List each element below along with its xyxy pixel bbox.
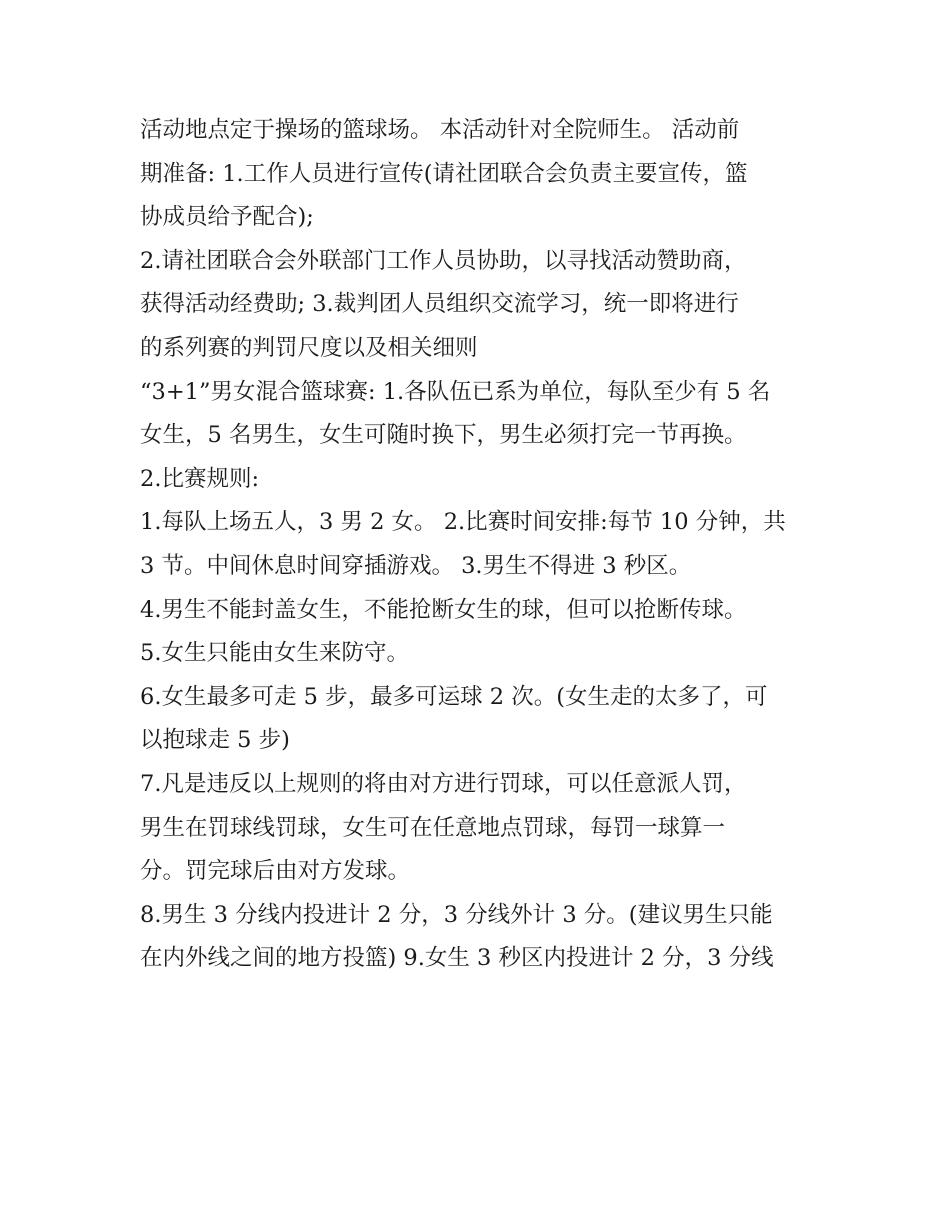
text-line: 获得活动经费助; 3.裁判团人员组织交流学习，统一即将进行 [140, 291, 739, 318]
text-line: 4.男生不能封盖女生，不能抢断女生的球，但可以抢断传球。 [140, 596, 747, 623]
text-line: 5.女生只能由女生来防守。 [140, 640, 409, 667]
text-line: 以抱球走 5 步) [140, 727, 290, 754]
text-line: 男生在罚球线罚球，女生可在任意地点罚球，每罚一球算一 [140, 814, 726, 841]
document-body [140, 109, 820, 981]
text-line: 8.男生 3 分线内投进计 2 分，3 分线外计 3 分。(建议男生只能 [140, 901, 773, 928]
text-line: 的系列赛的判罚尺度以及相关细则 [140, 334, 478, 361]
text-line: 活动地点定于操场的篮球场。 本活动针对全院师生。 活动前 [140, 117, 740, 143]
text-line: 2.比赛规则: [140, 465, 260, 492]
text-line: 2.请社团联合会外联部门工作人员协助，以寻找活动赞助商， [140, 247, 747, 274]
text-line: 3 节。中间休息时间穿插游戏。 3.男生不得进 3 秒区。 [140, 552, 692, 579]
text-line: 协成员给予配合); [140, 204, 314, 231]
text-line: 在内外线之间的地方投篮) 9.女生 3 秒区内投进计 2 分，3 分线 [140, 945, 774, 972]
text-line: 女生，5 名男生，女生可随时换下，男生必须打完一节再换。 [140, 422, 747, 449]
text-line: 7.凡是违反以上规则的将由对方进行罚球，可以任意派人罚， [140, 770, 747, 797]
text-line: 6.女生最多可走 5 步，最多可运球 2 次。(女生走的太多了，可 [140, 683, 768, 710]
text-line: “3+1”男女混合篮球赛: 1.各队伍已系为单位，每队至少有 5 名 [140, 378, 771, 405]
text-line: 期准备: 1.工作人员进行宣传(请社团联合会负责主要宣传，篮 [140, 160, 748, 187]
text-line: 1.每队上场五人，3 男 2 女。 2.比赛时间安排:每节 10 分钟，共 [140, 509, 786, 536]
text-line: 分。罚完球后由对方发球。 [140, 858, 411, 885]
